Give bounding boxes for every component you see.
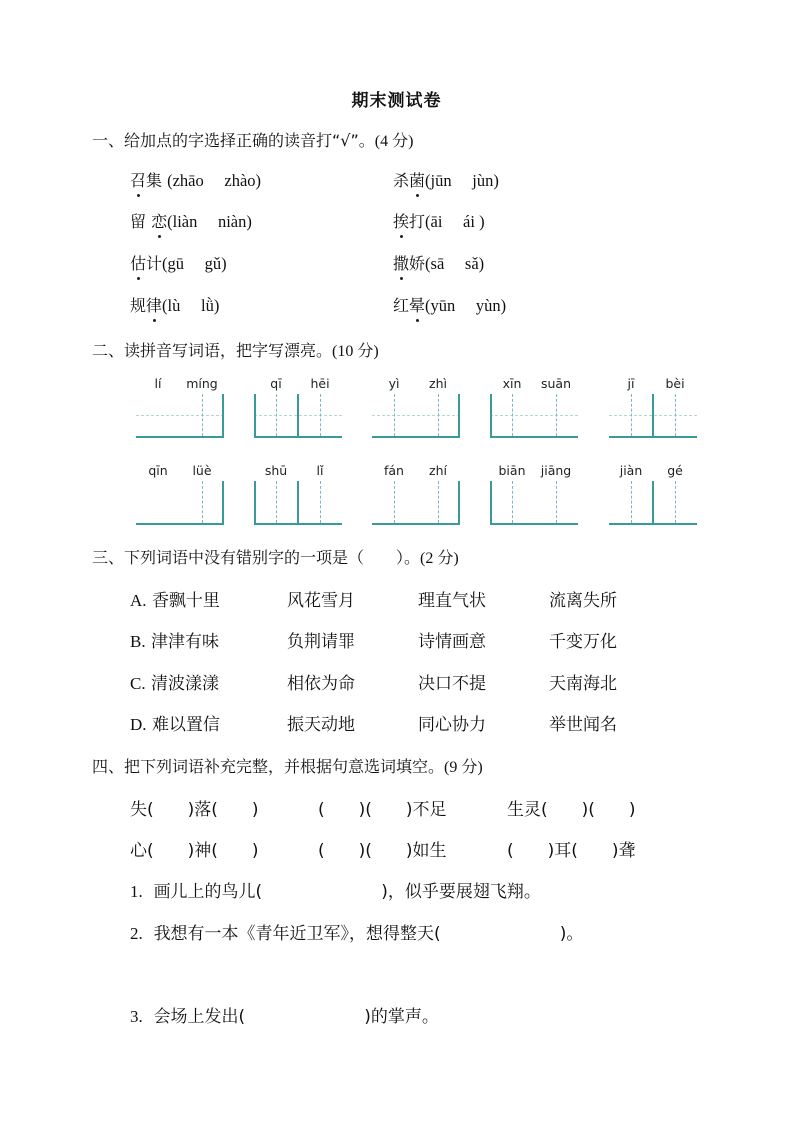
pinyin-writing-grid[interactable]: biān jiāng <box>490 477 578 525</box>
q1-item[interactable]: 杀菌(jūn jùn) <box>393 167 499 191</box>
sentence-fill-3[interactable]: 3. 会场上发出( )的掌声。 <box>130 1007 439 1027</box>
question-3-heading: 三、下列词语中没有错别字的一项是（ ）。(2 分) <box>92 548 459 567</box>
option-a[interactable]: A. 香飘十里 <box>130 591 220 611</box>
q1-item[interactable]: 规律(lù lǜ) <box>130 292 219 316</box>
q1-item[interactable]: 召集 (zhāo zhào) <box>130 167 261 191</box>
option-word: 负荆请罪 <box>287 632 355 652</box>
q1-item[interactable]: 估计(gū gǔ) <box>130 250 227 274</box>
pinyin-writing-grid[interactable]: jiàn gé <box>609 477 697 525</box>
pinyin-writing-grid[interactable]: jī bèi <box>609 390 697 438</box>
q1-item[interactable]: 红晕(yūn yùn) <box>393 292 506 316</box>
option-word: 振天动地 <box>287 715 355 735</box>
question-2-score: (10 分) <box>332 343 379 360</box>
q1-item[interactable]: 撒娇(sā sǎ) <box>393 250 484 274</box>
question-3-score: (2 分) <box>420 550 459 567</box>
q1-item[interactable]: 挨打(āi ái ) <box>393 208 485 232</box>
pinyin-writing-grid[interactable]: fán zhí <box>372 477 460 525</box>
sentence-fill-2[interactable]: 2. 我想有一本《青年近卫军》，想得整天( )。 <box>130 924 584 944</box>
sentence-fill-1[interactable]: 1. 画儿上的鸟儿( )，似乎要展翅飞翔。 <box>130 882 541 902</box>
pinyin-writing-grid[interactable]: lí míng <box>136 390 224 438</box>
question-2-heading: 二、读拼音写词语，把字写漂亮。(10 分) <box>92 341 379 360</box>
option-word: 举世闻名 <box>549 715 617 735</box>
question-4-heading: 四、把下列词语补充完整，并根据句意选词填空。(9 分) <box>92 757 483 776</box>
idiom-fill-blank[interactable]: 心( )神( ) <box>130 841 259 861</box>
question-1-heading: 一、给加点的字选择正确的读音打“√”。(4 分) <box>92 131 414 150</box>
option-word: 相依为命 <box>287 674 355 694</box>
pinyin-writing-grid[interactable]: yì zhì <box>372 390 460 438</box>
option-word: 流离失所 <box>549 591 617 611</box>
pinyin-writing-grid[interactable]: xīn suān <box>490 390 578 438</box>
option-word: 诗情画意 <box>418 632 486 652</box>
q1-item[interactable]: 留 恋(liàn niàn) <box>130 208 252 232</box>
idiom-fill-blank[interactable]: ( )( )如生 <box>318 841 447 861</box>
idiom-fill-blank[interactable]: ( )( )不足 <box>318 800 447 820</box>
pinyin-writing-grid[interactable]: qīn lüè <box>136 477 224 525</box>
option-word: 风花雪月 <box>287 591 355 611</box>
idiom-fill-blank[interactable]: 失( )落( ) <box>130 800 259 820</box>
question-1-score: (4 分) <box>374 133 414 150</box>
pinyin-writing-grid[interactable]: qī hēi <box>254 390 342 438</box>
option-d[interactable]: D. 难以置信 <box>130 715 220 735</box>
option-word: 天南海北 <box>549 674 617 694</box>
option-c[interactable]: C. 清波漾漾 <box>130 674 219 694</box>
idiom-fill-blank[interactable]: 生灵( )( ) <box>507 800 636 820</box>
option-word: 同心协力 <box>418 715 486 735</box>
idiom-fill-blank[interactable]: ( )耳( )聋 <box>507 841 636 861</box>
option-b[interactable]: B. 津津有味 <box>130 632 219 652</box>
page-title: 期末测试卷 <box>351 91 442 111</box>
question-4-score: (9 分) <box>444 759 483 776</box>
option-word: 理直气状 <box>418 591 486 611</box>
pinyin-writing-grid[interactable]: shū lǐ <box>254 477 342 525</box>
option-word: 千变万化 <box>549 632 617 652</box>
option-word: 决口不提 <box>418 674 486 694</box>
